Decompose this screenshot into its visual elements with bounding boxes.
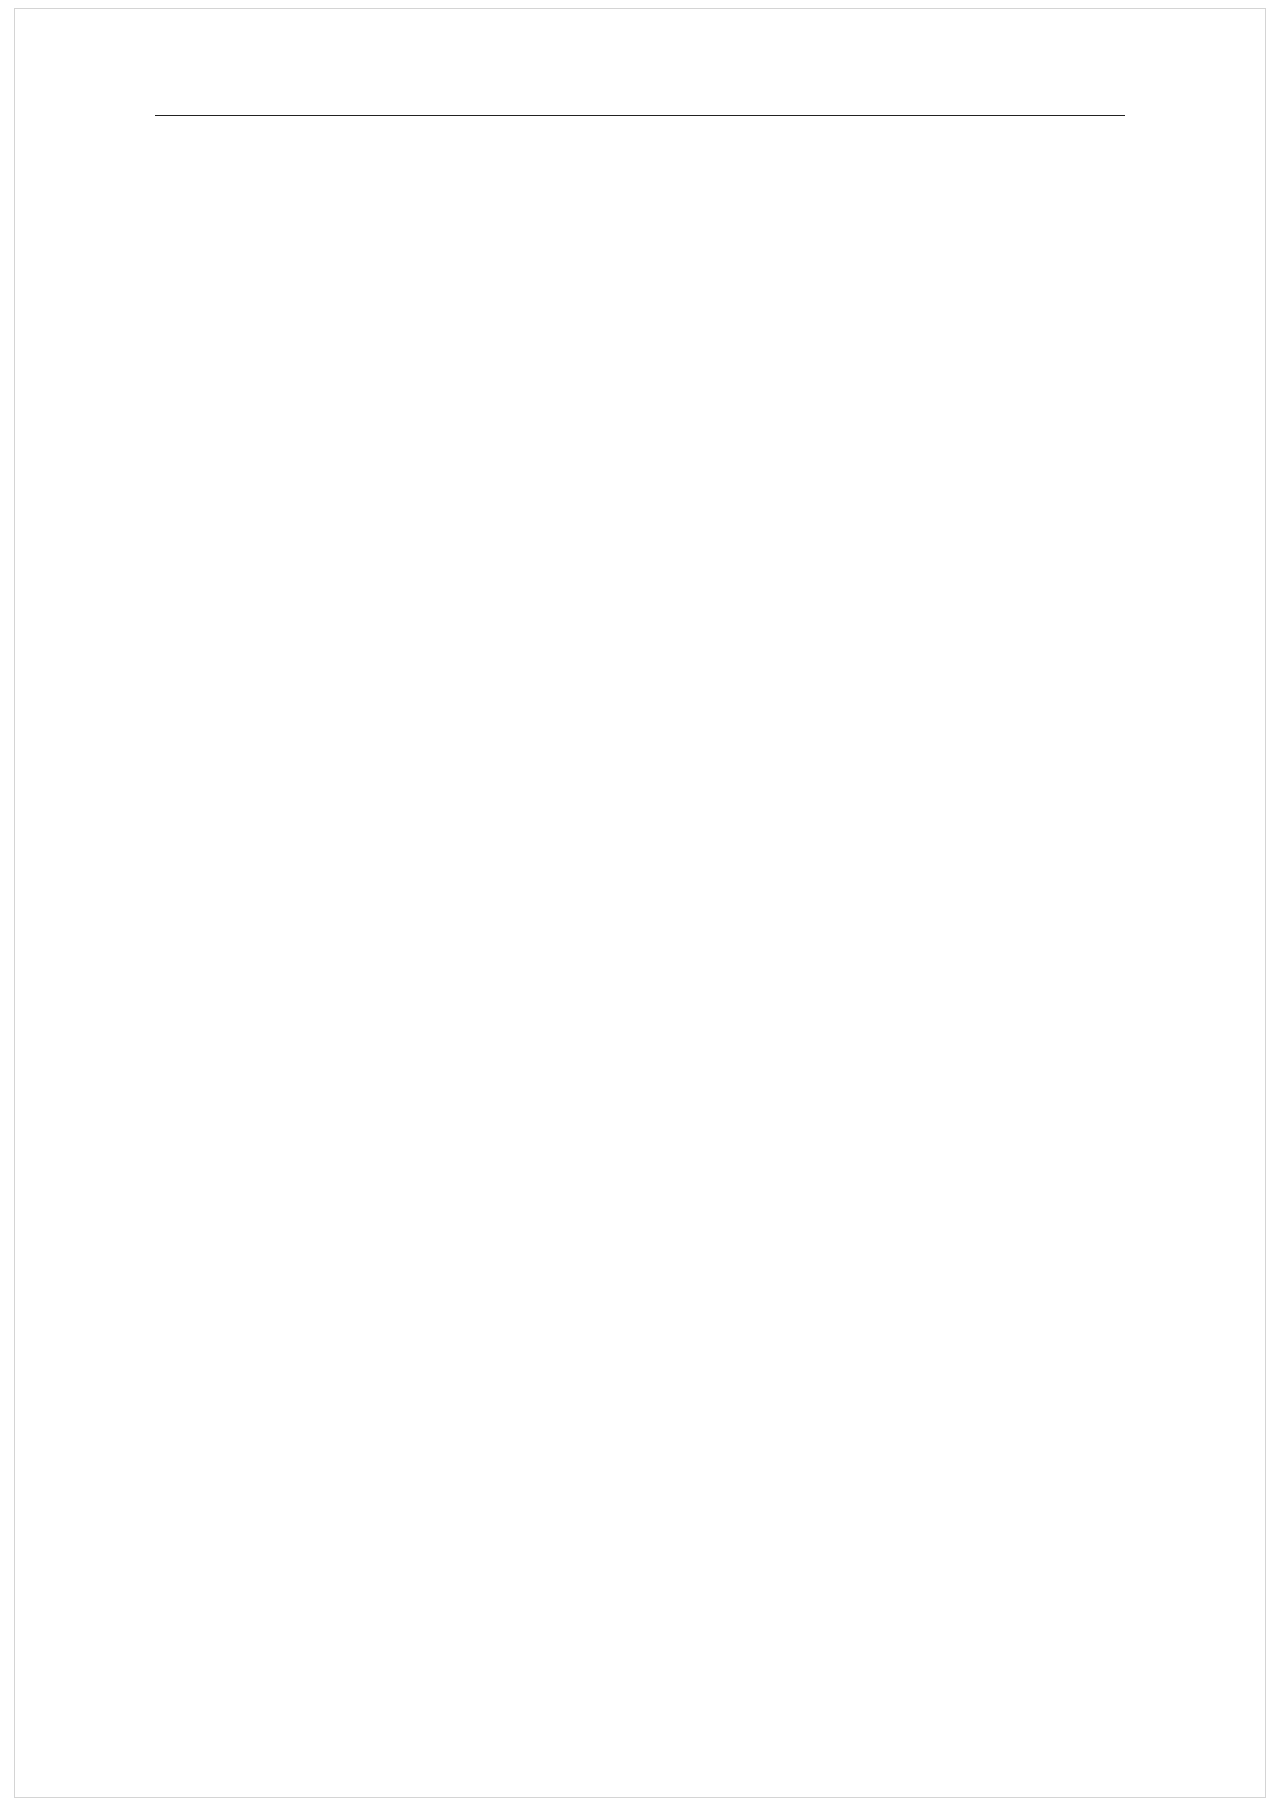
header-rule [155,115,1125,116]
page-content [155,188,1125,230]
page-frame [14,8,1266,1798]
